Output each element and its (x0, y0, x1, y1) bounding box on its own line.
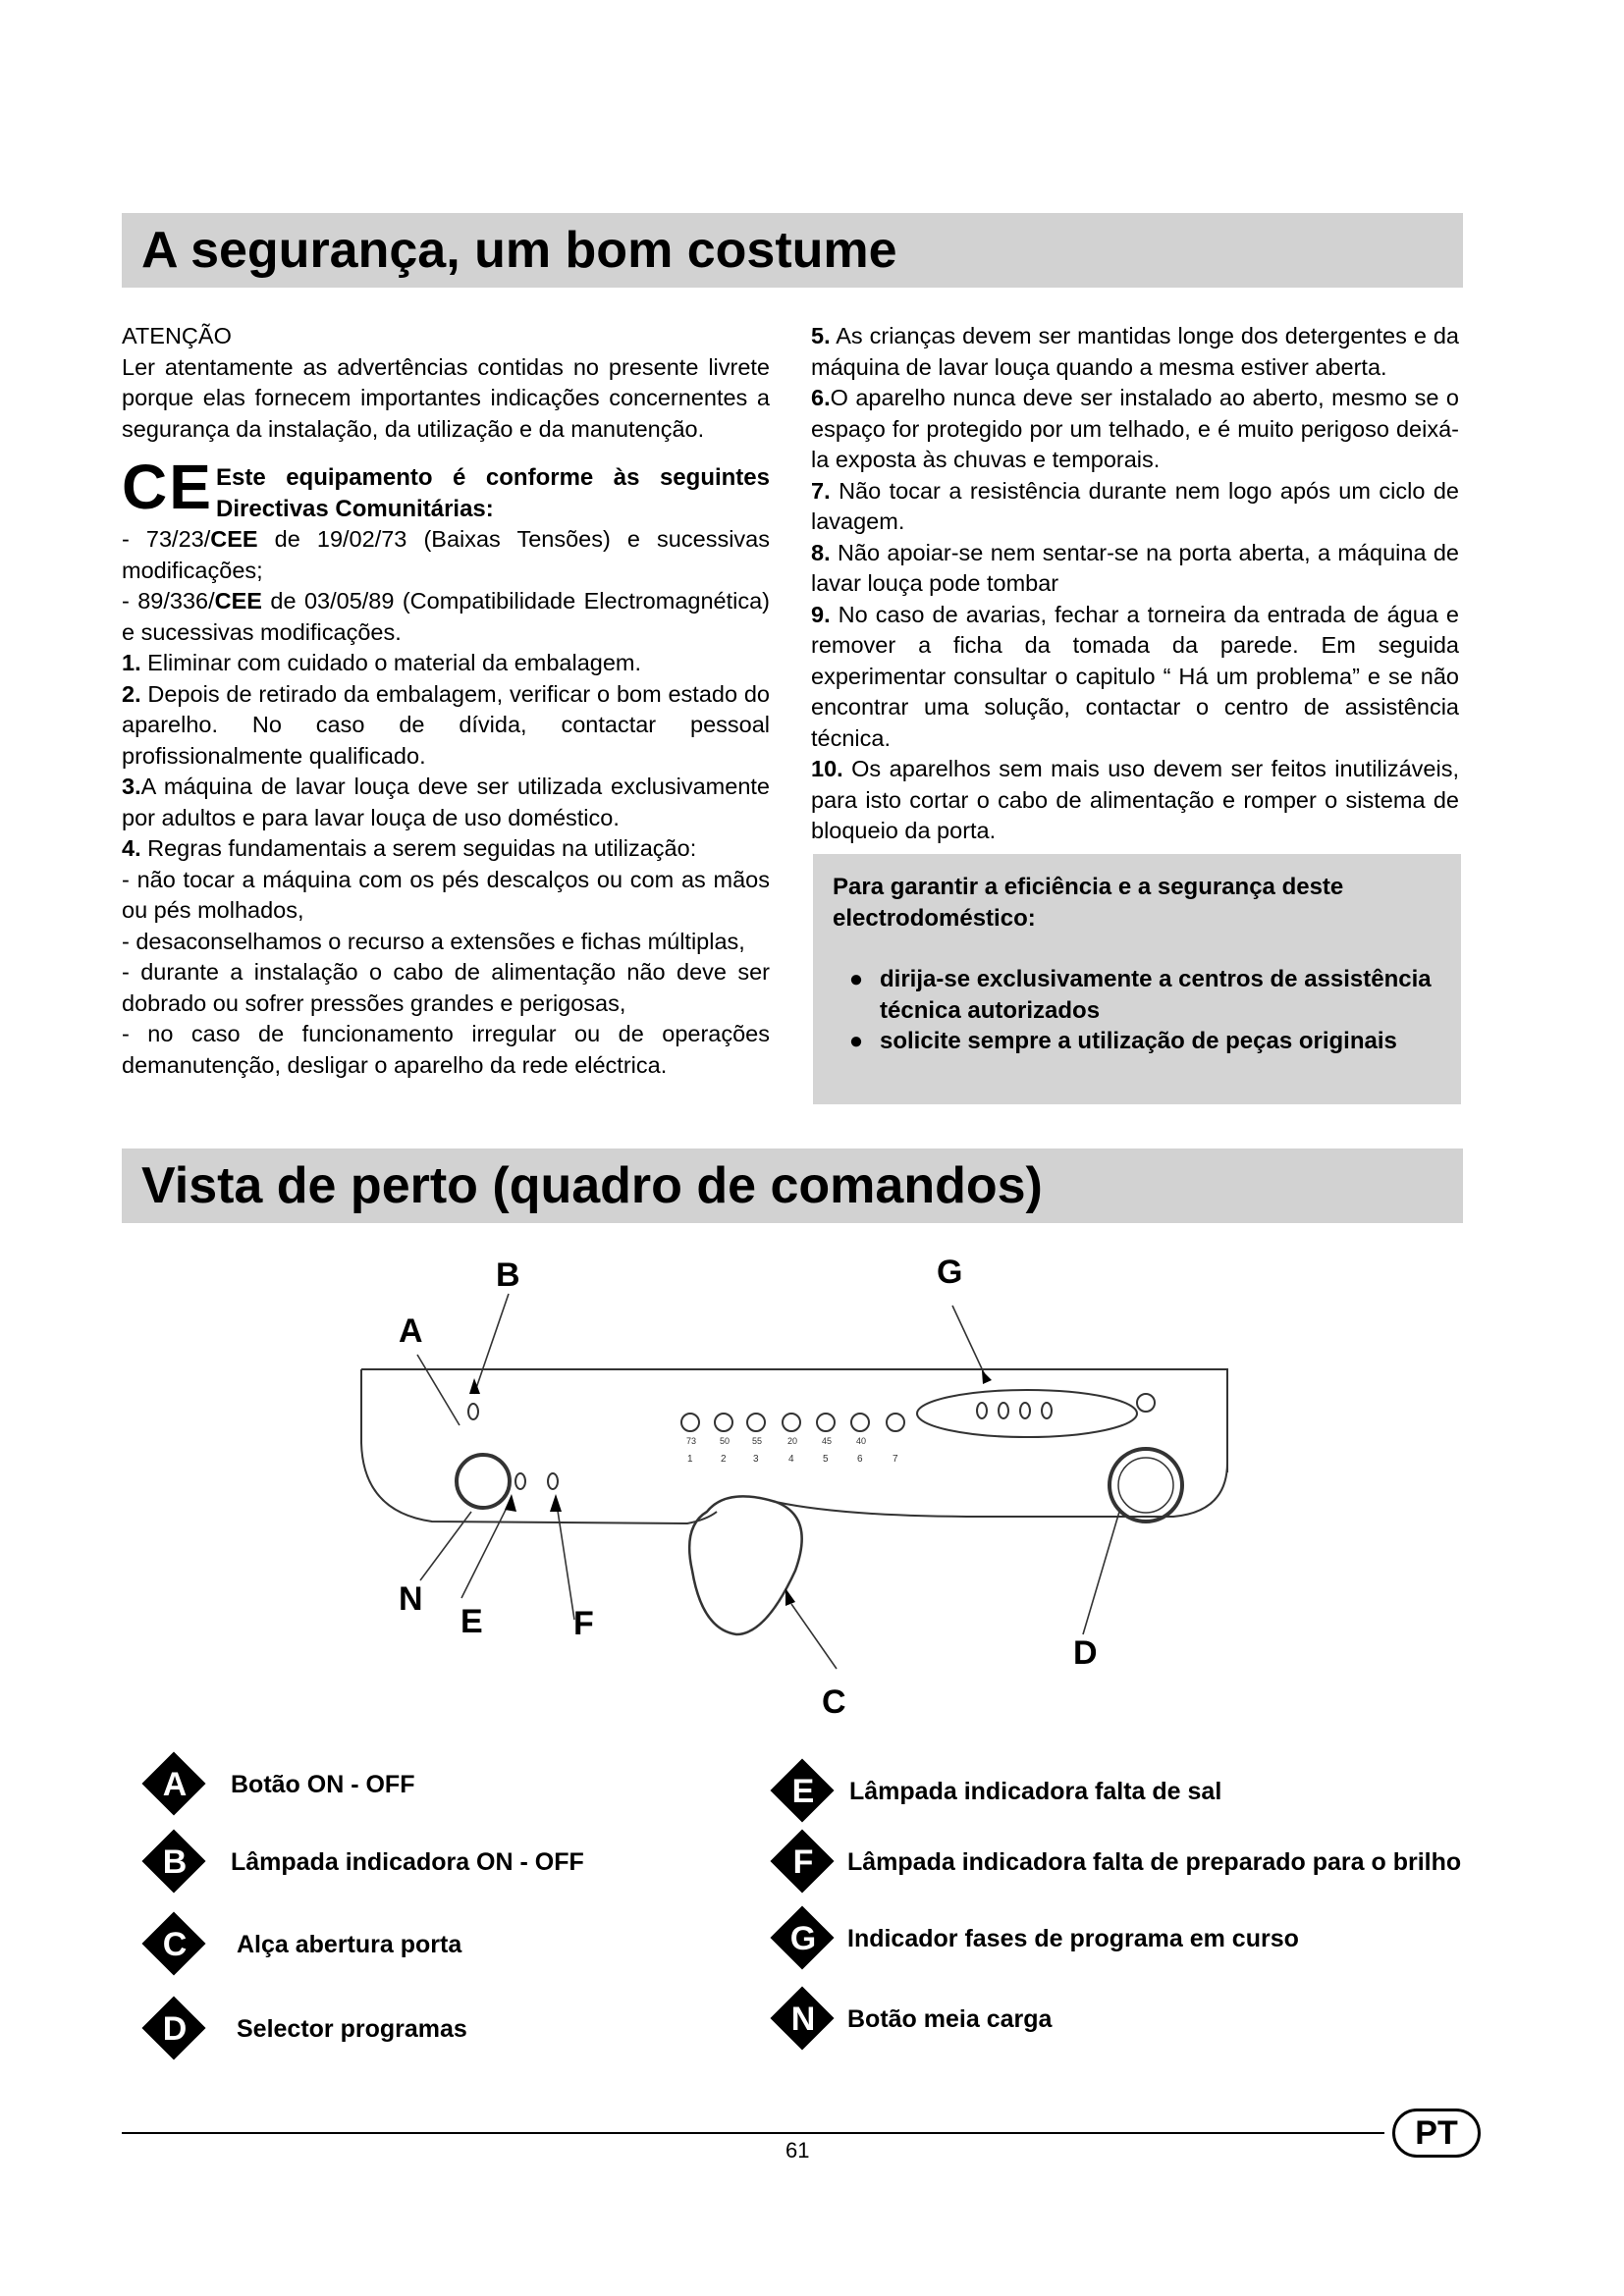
attention-text: Ler atentamente as advertências contidas no presente livrete porque elas fornecem importantes indicações concernentes a segurança da instalação, da utilização e da manutenção. (122, 353, 770, 442)
callout-d: D (1073, 1634, 1098, 1672)
item-text: Eliminar com cuidado o material da embalagem. (140, 650, 642, 675)
panel-number: 7 (893, 1454, 898, 1465)
legend-letter: G (789, 1920, 817, 1957)
ce-heading: Este equipamento é conforme às seguintes Directivas Comunitárias: (216, 464, 770, 522)
diamond-n-icon (771, 1987, 836, 2052)
bullet-text: solicite sempre a utilização de peças originais (880, 1028, 1397, 1054)
diamond-g-icon (771, 1906, 836, 1971)
rule-item: - desaconselhamos o recurso a extensões e fichas múltiplas, (122, 928, 745, 954)
section-title: Vista de perto (quadro de comandos) (141, 1157, 1043, 1214)
panel-temp: 73 (686, 1436, 697, 1446)
rule-item: - não tocar a máquina com os pés descalços ou com as mãos ou pés molhados, (122, 866, 770, 923)
directive-1-cee: CEE (210, 526, 258, 552)
on-off-button (457, 1455, 510, 1508)
ce-mark-icon: CE (122, 452, 213, 522)
diamond-c-icon (142, 1912, 207, 1977)
callout-f: F (573, 1605, 594, 1642)
diamond-d-icon (142, 1997, 207, 2061)
item-text: Não tocar a resistência durante nem logo após um ciclo de lavagem. (811, 477, 1459, 534)
legend-letter: F (792, 1843, 814, 1881)
bullet-text: dirija-se exclusivamente a centros de assistência técnica autorizados (880, 966, 1432, 1024)
section-title: A segurança, um bom costume (141, 222, 897, 279)
legend-item-c (142, 1912, 461, 1977)
item-number: 9. (811, 601, 831, 627)
page-number: 61 (785, 2138, 810, 2163)
language-badge: PT (1392, 2109, 1481, 2158)
directive-1-post: de 19/02/73 (Baixas Tensões) e sucessivas modificações; (122, 526, 770, 583)
rule-item: - durante a instalação o cabo de alimentação não deve ser dobrado ou sofrer pressões grandes e perigosas, (122, 959, 770, 1016)
item-text: Não apoiar-se nem sentar-se na porta aberta, a máquina de lavar louça pode tombar (811, 539, 1459, 596)
diamond-f-icon (771, 1830, 836, 1895)
legend-item-e (771, 1759, 1221, 1824)
callout-a: A (399, 1312, 423, 1350)
item-number: 1. (122, 650, 141, 675)
legend-label: Indicador fases de programa em curso (847, 1924, 1299, 1952)
legend-item-a (142, 1752, 414, 1817)
directive-1-pre: - 73/23/ (122, 526, 211, 552)
item-number: 7. (811, 477, 831, 504)
bullet-icon: ● (848, 1028, 864, 1054)
item-text: A máquina de lavar louça deve ser utilizada exclusivamente por adultos e para lavar louça de uso doméstico. (122, 774, 770, 830)
legend-item-n (771, 1987, 1052, 2052)
legend-item-g (771, 1906, 1299, 1971)
box-heading: Para garantir a eficiência e a segurança deste electrodoméstico: (833, 874, 1344, 932)
item-text: Os aparelhos sem mais uso devem ser feitos inutilizáveis, para isto cortar o cabo de alimentação e romper o sistema de bloqueio da porta. (811, 756, 1459, 843)
item-number: 8. (811, 539, 831, 565)
item-number: 10. (811, 756, 843, 781)
legend-label: Botão ON - OFF (231, 1770, 415, 1798)
item-number: 3. (122, 774, 141, 799)
panel-number: 5 (823, 1454, 829, 1465)
legend-letter: E (791, 1773, 815, 1810)
legend-letter: N (790, 2001, 816, 2038)
panel-number: 6 (857, 1454, 863, 1465)
phase-indicator-oval (917, 1390, 1137, 1437)
legend-label: Alça abertura porta (237, 1930, 462, 1958)
legend-label: Lâmpada indicadora falta de preparado para o brilho (847, 1847, 1462, 1876)
panel-number: 1 (687, 1454, 693, 1465)
item-text: Regras fundamentais a serem seguidas na utilização: (140, 835, 697, 861)
legend-letter: C (162, 1926, 188, 1963)
legend-label: Lâmpada indicadora ON - OFF (231, 1847, 584, 1876)
panel-temp: 50 (720, 1436, 731, 1446)
attention-heading: ATENÇÃO (122, 323, 232, 348)
program-knob (1110, 1449, 1182, 1522)
panel-temp: 40 (856, 1436, 867, 1446)
panel-number: 3 (753, 1454, 759, 1465)
item-number: 6. (811, 385, 831, 410)
callout-c: C (822, 1683, 846, 1721)
legend-letter: B (162, 1843, 188, 1881)
footer-rule (122, 2132, 1384, 2134)
legend-label: Lâmpada indicadora falta de sal (849, 1777, 1222, 1805)
legend-label: Selector programas (237, 2014, 467, 2043)
callout-n: N (399, 1580, 423, 1618)
item-number: 2. (122, 680, 141, 707)
directive-2-pre: - 89/336/ (122, 588, 215, 614)
directive-2-cee: CEE (214, 588, 262, 614)
rule-item: - no caso de funcionamento irregular ou de operações demanutenção, desligar o aparelho da rede eléctrica. (122, 1021, 770, 1078)
legend-label: Botão meia carga (847, 2004, 1053, 2033)
legend-letter: A (162, 1766, 188, 1803)
panel-temp: 20 (787, 1436, 798, 1446)
legend-item-b (142, 1830, 584, 1895)
callout-g: G (937, 1254, 963, 1291)
panel-number: 2 (721, 1454, 727, 1465)
item-number: 4. (122, 835, 141, 861)
legend-item-d (142, 1997, 467, 2061)
bullet-icon: ● (848, 966, 864, 992)
item-text: Depois de retirado da embalagem, verificar o bom estado do aparelho. No caso de dívida, contactar pessoal profissionalmente qualificado. (122, 680, 770, 769)
item-number: 5. (811, 323, 831, 348)
item-text: No caso de avarias, fechar a torneira da entrada de água e remover a ficha da tomada da parede. Em seguida experimentar consultar o capitulo “ Há um problema” e se não encontrar uma solução, contactar o centro de assistência técnica. (811, 601, 1459, 751)
diamond-e-icon (771, 1759, 836, 1824)
diamond-a-icon (142, 1752, 207, 1817)
item-text: As crianças devem ser mantidas longe dos detergentes e da máquina de lavar louça quando a mesma estiver aberta. (811, 323, 1459, 380)
legend-letter: D (162, 2010, 188, 2048)
legend-item-f (771, 1830, 1461, 1895)
diamond-b-icon (142, 1830, 207, 1895)
callout-e: E (460, 1603, 483, 1640)
panel-temp: 55 (752, 1436, 763, 1446)
item-text: O aparelho nunca deve ser instalado ao aberto, mesmo se o espaço for protegido por um telhado, e é muito perigoso deixá-la exposta às chuvas e temporais. (811, 385, 1459, 472)
panel-number: 4 (788, 1454, 794, 1465)
panel-temp: 45 (822, 1436, 833, 1446)
callout-b: B (496, 1256, 520, 1294)
directive-2-post: de 03/05/89 (Compatibilidade Electromagnética) e sucessivas modificações. (122, 588, 770, 645)
